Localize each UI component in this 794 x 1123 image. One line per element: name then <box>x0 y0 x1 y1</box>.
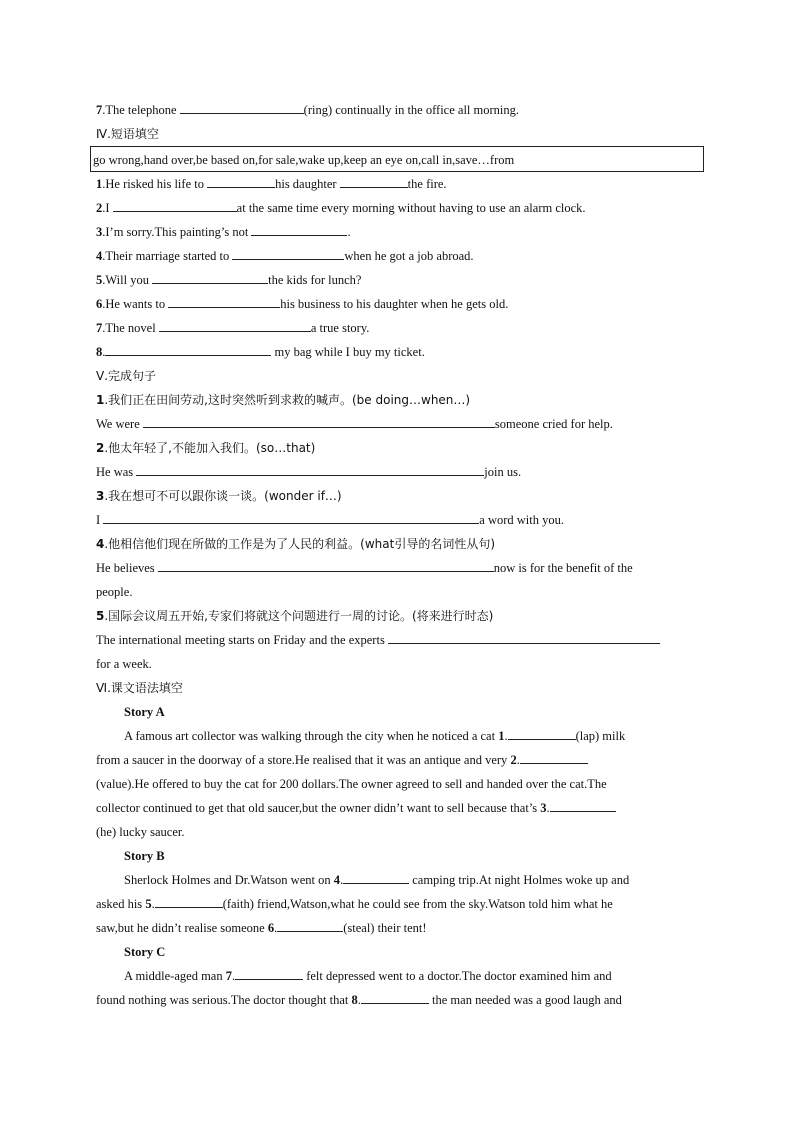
answer-blank[interactable] <box>343 869 409 884</box>
sentence-prompt-4 <box>96 532 706 556</box>
story-b-line: Sherlock Holmes and Dr.Watson went on 4. camping trip.At night Holmes woke up and <box>96 868 706 892</box>
item-number: 3 <box>96 225 103 239</box>
item-number: 7 <box>96 321 103 335</box>
story-a-title: Story A <box>124 705 165 719</box>
phrase-item-6 <box>96 292 706 316</box>
item-text: from a saucer in the doorway of a store.He realised that it was an antique and very <box>96 753 511 767</box>
item-number: 6 <box>96 297 103 311</box>
sentence-answer-4-cont: people. <box>96 585 133 599</box>
item-text: .The telephone <box>102 103 180 117</box>
item-text: saw,but he didn’t realise someone <box>96 921 268 935</box>
item-text: the fire. <box>407 177 447 191</box>
item-number: 1 <box>96 393 105 407</box>
answer-blank[interactable] <box>136 461 484 476</box>
story-b-title: Story B <box>124 849 165 863</box>
item-text: the man needed was a good laugh and <box>428 993 622 1007</box>
item-text: (ring) continually in the office all morning. <box>303 103 519 117</box>
item-text: .The novel <box>102 321 159 335</box>
item-number: 1 <box>96 177 103 191</box>
answer-blank[interactable] <box>143 413 495 428</box>
answer-blank[interactable] <box>232 245 344 260</box>
section-title-5: Ⅴ.完成句子 <box>96 369 157 383</box>
item-text: .他太年轻了,不能加入我们。(so…that) <box>104 441 316 455</box>
story-c-line: A middle-aged man 7. felt depressed went to a doctor.The doctor examined him and <box>96 964 706 988</box>
item-number: 3 <box>96 489 105 503</box>
answer-blank[interactable] <box>159 317 311 332</box>
item-text: asked his <box>96 897 146 911</box>
phrase-item-4 <box>96 244 706 268</box>
worksheet-page <box>93 98 706 1012</box>
answer-blank[interactable] <box>340 173 408 188</box>
answer-blank[interactable] <box>152 269 268 284</box>
item-text: join us. <box>484 465 522 479</box>
sentence-answer-2 <box>96 460 706 484</box>
phrase-item-7 <box>96 316 706 340</box>
item-number: 5 <box>145 897 152 911</box>
story-a-line: A famous art collector was walking through the city when he noticed a cat 1. (lap) milk <box>96 724 706 748</box>
item-number: 5 <box>96 609 105 623</box>
item-text: .他相信他们现在所做的工作是为了人民的利益。(what引导的名词性从句) <box>104 537 496 551</box>
story-a-line: from a saucer in the doorway of a store.He realised that it was an antique and very 2. <box>96 748 706 772</box>
item-text: A middle-aged man <box>124 969 226 983</box>
item-text: a word with you. <box>479 513 565 527</box>
section-title-6: Ⅵ.课文语法填空 <box>96 681 183 695</box>
answer-blank[interactable] <box>158 557 494 572</box>
sentence-prompt-3 <box>96 484 706 508</box>
item-text: (steal) their tent! <box>343 921 427 935</box>
item-text: someone cried for help. <box>494 417 613 431</box>
item-text: .我们正在田间劳动,这时突然听到求救的喊声。(be doing…when…) <box>104 393 471 407</box>
item-text: my bag while I buy my ticket. <box>274 345 425 359</box>
answer-blank[interactable] <box>103 509 479 524</box>
answer-blank[interactable] <box>520 749 588 764</box>
sentence-prompt-2 <box>96 436 706 460</box>
item-text: camping trip.At night Holmes woke up and <box>409 873 630 887</box>
item-text: A famous art collector was walking through the city when he noticed a cat <box>124 729 499 743</box>
item-text: .我在想可不可以跟你谈一谈。(wonder if…) <box>104 489 342 503</box>
sentence-answer-4 <box>96 556 706 580</box>
answer-blank[interactable] <box>105 341 271 356</box>
item-text: (faith) friend,Watson,what he could see from the sky.Watson told him what he <box>222 897 613 911</box>
item-text: a true story. <box>310 321 370 335</box>
item-number: 3 <box>540 801 547 815</box>
answer-blank[interactable] <box>168 293 280 308</box>
answer-blank[interactable] <box>251 221 347 236</box>
answer-blank[interactable] <box>388 629 660 644</box>
answer-blank[interactable] <box>550 797 616 812</box>
item-text: . <box>347 225 351 239</box>
story-a-line: collector continued to get that old saucer,but the owner didn’t want to sell because that’s 3. <box>96 796 706 820</box>
story-a-line: (value).He offered to buy the cat for 200 dollars.The owner agreed to sell and handed over the cat.The <box>96 777 607 791</box>
phrase-item-2 <box>96 196 706 220</box>
phrase-item-1 <box>96 172 706 196</box>
item-text: The international meeting starts on Friday and the experts <box>96 633 388 647</box>
item-text: .He risked his life to <box>102 177 208 191</box>
story-b-line: saw,but he didn’t realise someone 6. (steal) their tent! <box>96 916 706 940</box>
phrase-box: go wrong,hand over,be based on,for sale,wake up,keep an eye on,call in,save…from <box>90 146 704 172</box>
item-number: 7 <box>225 969 232 983</box>
story-a-line: (he) lucky saucer. <box>96 825 185 839</box>
item-text: felt depressed went to a doctor.The doctor examined him and <box>303 969 612 983</box>
answer-blank[interactable] <box>508 725 576 740</box>
answer-blank[interactable] <box>235 965 303 980</box>
item-number: 4 <box>96 537 105 551</box>
item-text: his daughter <box>275 177 340 191</box>
answer-blank[interactable] <box>207 173 275 188</box>
sentence-answer-5-cont: for a week. <box>96 657 152 671</box>
sentence-prompt-5 <box>96 604 706 628</box>
answer-blank[interactable] <box>155 893 223 908</box>
answer-blank[interactable] <box>277 917 343 932</box>
item-text: Sherlock Holmes and Dr.Watson went on <box>124 873 334 887</box>
story-c-title: Story C <box>124 945 166 959</box>
item-number: 8 <box>351 993 358 1007</box>
section-title-4: Ⅳ.短语填空 <box>96 127 159 141</box>
item-text: .I <box>102 201 113 215</box>
item-number: 2 <box>510 753 517 767</box>
sentence-answer-5 <box>96 628 706 652</box>
sentence-prompt-1 <box>96 388 706 412</box>
item-text: .国际会议周五开始,专家们将就这个问题进行一周的讨论。(将来进行时态) <box>104 609 494 623</box>
phrase-item-8 <box>96 340 706 364</box>
phrase-item-5 <box>96 268 706 292</box>
exercise-line <box>96 98 706 122</box>
answer-blank[interactable] <box>113 197 237 212</box>
sentence-answer-3 <box>96 508 706 532</box>
answer-blank[interactable] <box>180 99 304 114</box>
item-number: 8 <box>96 345 103 359</box>
item-text: .Their marriage started to <box>102 249 233 263</box>
item-text: We were <box>96 417 143 431</box>
item-number: 1 <box>498 729 505 743</box>
item-text: I <box>96 513 104 527</box>
item-text: found nothing was serious.The doctor thought that <box>96 993 352 1007</box>
item-number: 7 <box>96 103 103 117</box>
item-text: .He wants to <box>102 297 169 311</box>
item-number: 5 <box>96 273 103 287</box>
item-text: He was <box>96 465 137 479</box>
item-text: at the same time every morning without having to use an alarm clock. <box>236 201 586 215</box>
item-number: 6 <box>267 921 275 935</box>
answer-blank[interactable] <box>361 989 429 1004</box>
item-number: 4 <box>96 249 103 263</box>
item-number: 2 <box>96 441 105 455</box>
story-b-line: asked his 5. (faith) friend,Watson,what he could see from the sky.Watson told him what he <box>96 892 706 916</box>
item-text: .I’m sorry.This painting’s not <box>102 225 252 239</box>
phrase-item-3 <box>96 220 706 244</box>
story-c-line: found nothing was serious.The doctor thought that 8. the man needed was a good laugh and <box>96 988 706 1012</box>
item-text: now is for the benefit of the <box>493 561 633 575</box>
item-text: .Will you <box>102 273 153 287</box>
item-text: his business to his daughter when he gets old. <box>280 297 509 311</box>
item-number: 4 <box>333 873 340 887</box>
item-text: . <box>102 345 106 359</box>
item-number: 2 <box>96 201 103 215</box>
item-text: (lap) milk <box>575 729 626 743</box>
item-text: when he got a job abroad. <box>344 249 474 263</box>
item-text: He believes <box>96 561 158 575</box>
item-text: the kids for lunch? <box>268 273 362 287</box>
item-text: collector continued to get that old saucer,but the owner didn’t want to sell because that’s <box>96 801 541 815</box>
sentence-answer-1 <box>96 412 706 436</box>
